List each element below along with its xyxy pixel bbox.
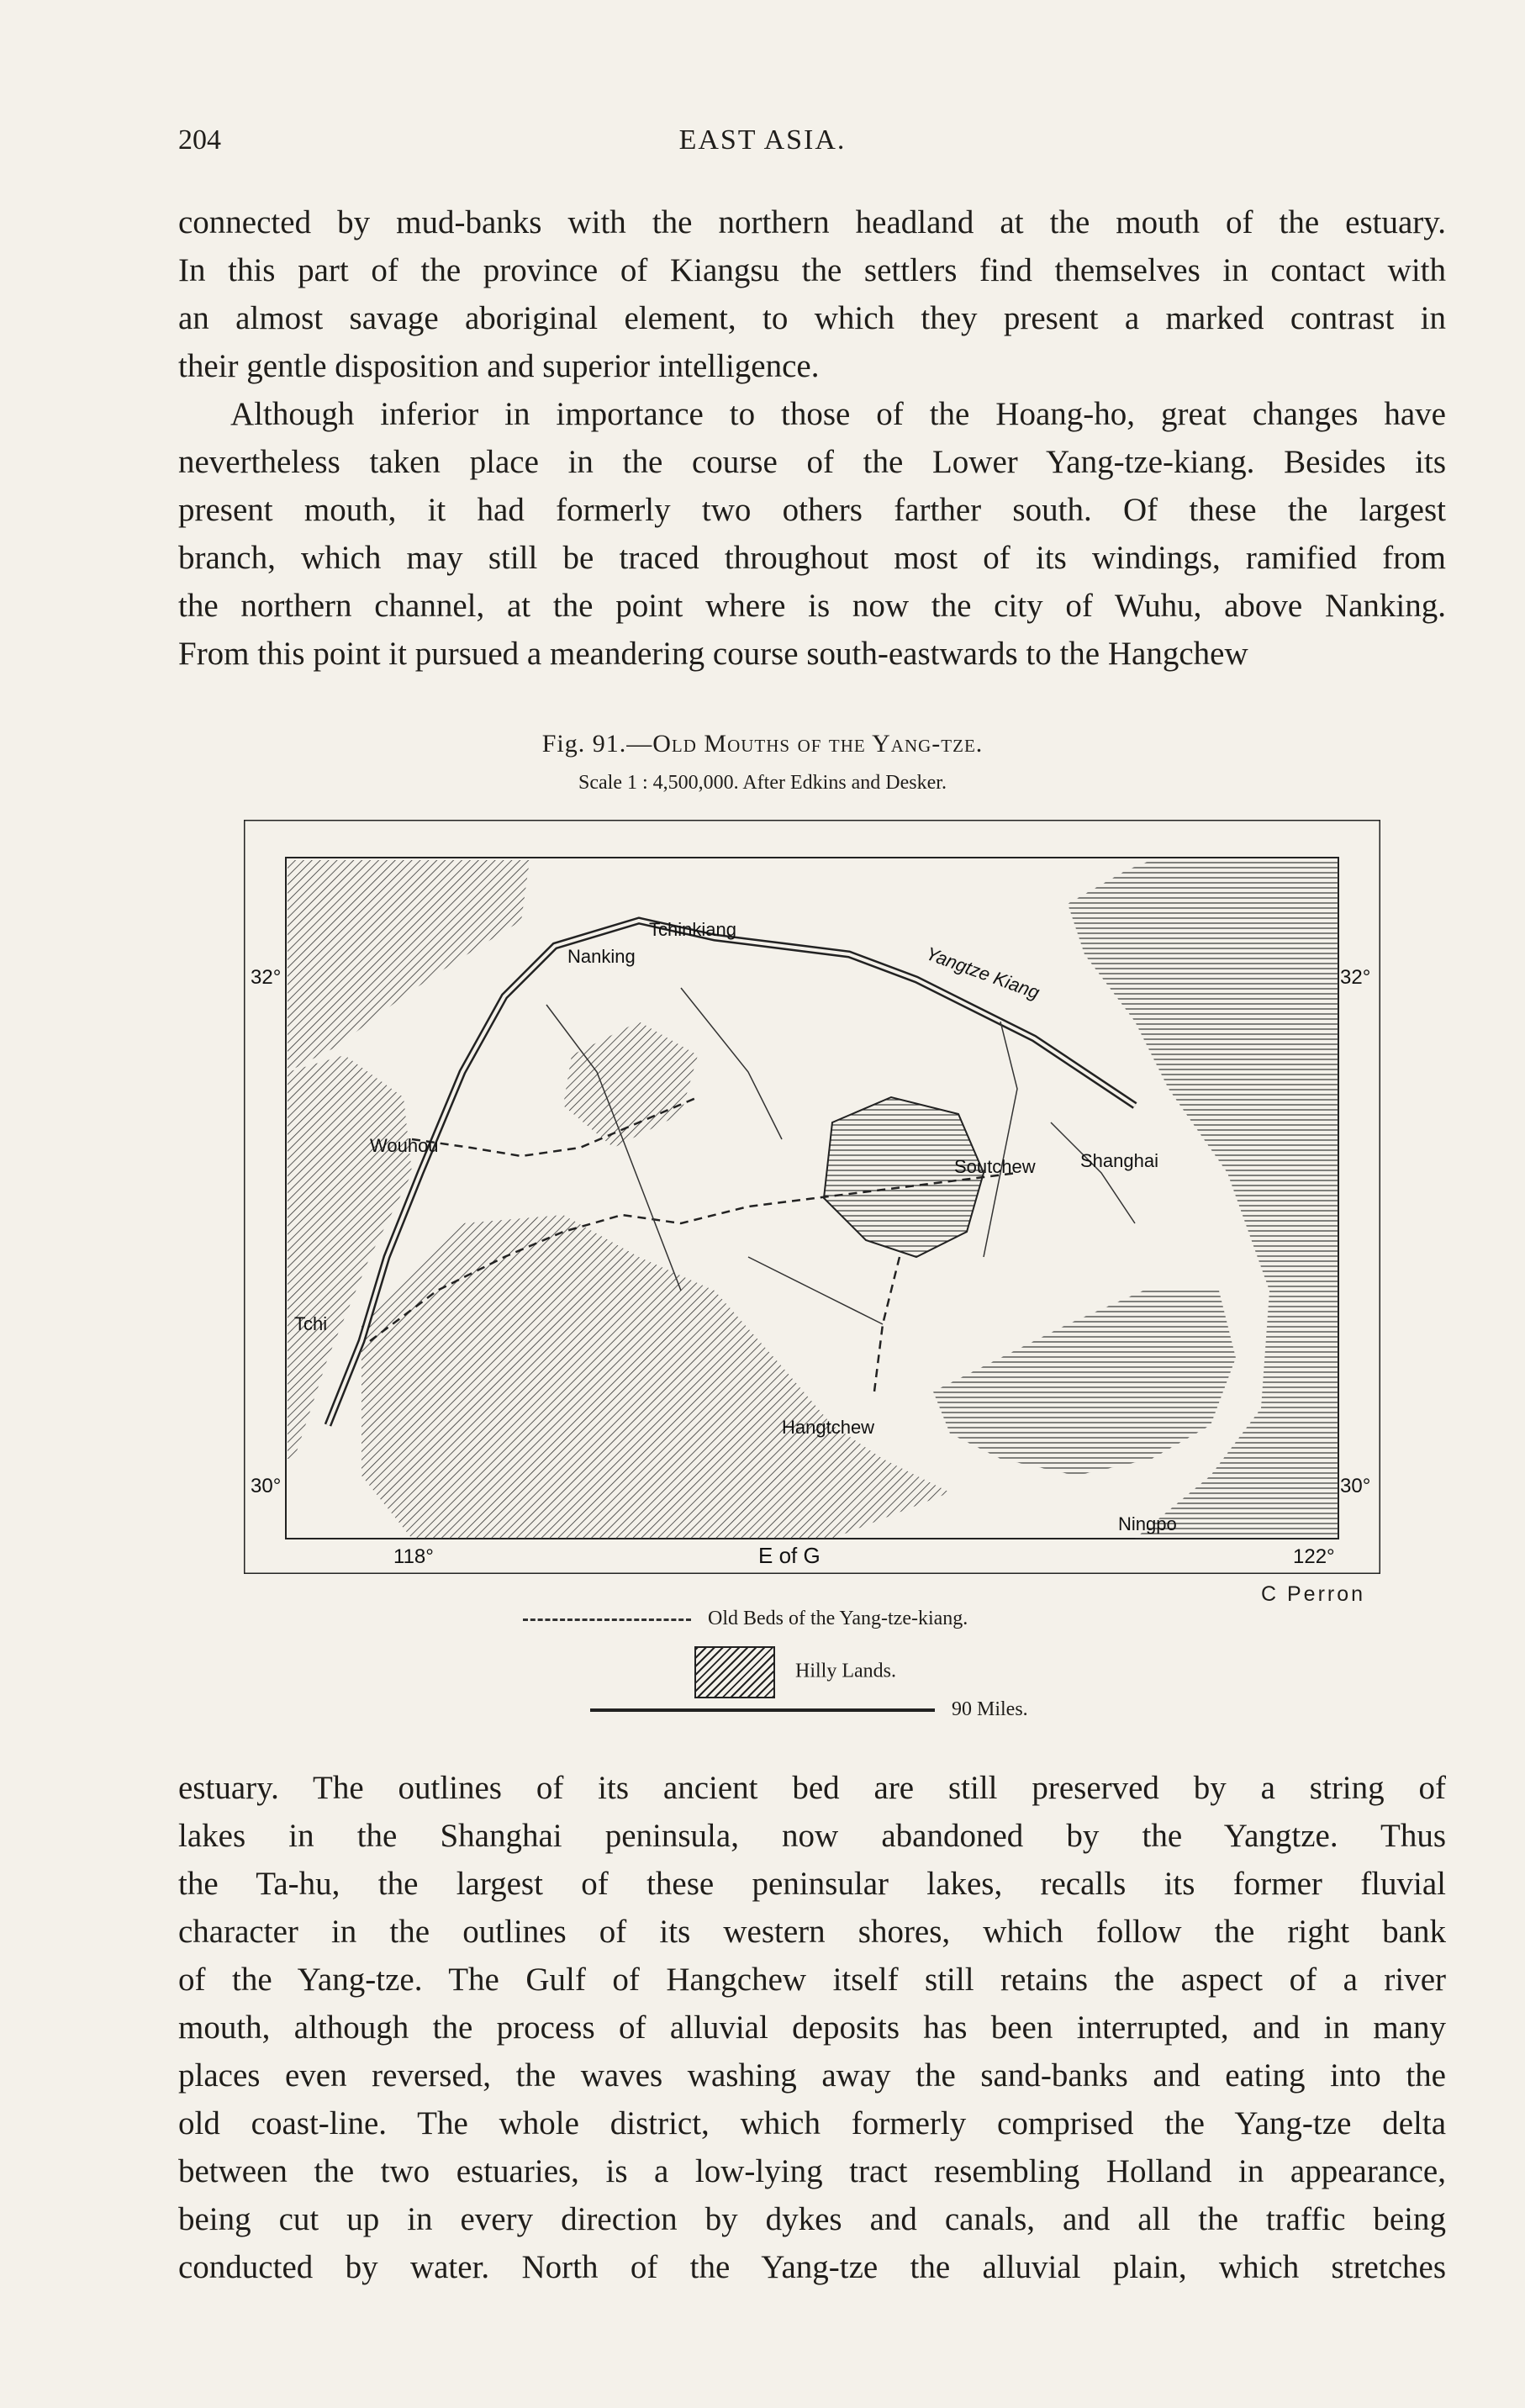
text-line: places even reversed, the waves washing away the sand-banks and eating into the bbox=[178, 2057, 1446, 2094]
text-line: being cut up in every direction by dykes and canals, and all the traffic being bbox=[178, 2201, 1446, 2237]
legend-old-beds bbox=[523, 1608, 968, 1630]
text-line: of the Yang-tze. The Gulf of Hangchew itself still retains the aspect of a river bbox=[178, 1962, 1446, 1998]
engraver-credit: C Perron bbox=[1261, 1582, 1366, 1606]
text-line: mouth, although the process of alluvial deposits has been interrupted, and in many bbox=[178, 2009, 1446, 2046]
latitude-label-32-left: 32° bbox=[251, 966, 282, 989]
paragraph-3 bbox=[178, 1764, 1446, 2291]
scale-bar bbox=[590, 1708, 935, 1712]
map-label-ningpo: Ningpo bbox=[1118, 1513, 1177, 1534]
text-line: present mouth, it had formerly two others farther south. Of these the largest bbox=[178, 492, 1446, 528]
text-line: their gentle disposition and superior intelligence. bbox=[178, 348, 820, 384]
latitude-label-30-right: 30° bbox=[1340, 1475, 1371, 1497]
legend-hilly-lands bbox=[694, 1646, 896, 1698]
running-title: EAST ASIA. bbox=[678, 124, 847, 156]
map-label-shanghai: Shanghai bbox=[1080, 1150, 1158, 1171]
text-line: nevertheless taken place in the course of the Lower Yang-tze-kiang. Besides its bbox=[178, 444, 1446, 480]
text-line: branch, which may still be traced throughout most of its windings, ramified from bbox=[178, 540, 1446, 576]
map-figure bbox=[244, 820, 1380, 1574]
text-line: estuary. The outlines of its ancient bed are still preserved by a string of bbox=[178, 1770, 1446, 1806]
text-line: From this point it pursued a meandering course south-eastwards to the Hangchew bbox=[178, 636, 1248, 672]
map-label-tchi: Tchi bbox=[294, 1313, 328, 1334]
map-label-yangtze-kiang: Yangtze Kiang bbox=[923, 943, 1042, 1004]
text-line: an almost savage aboriginal element, to which they present a marked contrast in bbox=[178, 300, 1446, 336]
text-line: Although inferior in importance to those of the Hoang-ho, great changes have bbox=[230, 396, 1446, 432]
paragraph-2 bbox=[178, 390, 1446, 678]
legend-old-beds-label: Old Beds of the Yang-tze-kiang. bbox=[708, 1608, 968, 1629]
figure-title bbox=[0, 730, 1525, 758]
map-label-soutchew: Soutchew bbox=[954, 1156, 1036, 1177]
text-line: connected by mud-banks with the northern headland at the mouth of the estuary. bbox=[178, 204, 1446, 240]
text-line: old coast-line. The whole district, which formerly comprised the Yang-tze delta bbox=[178, 2105, 1446, 2141]
latitude-label-32-right: 32° bbox=[1340, 966, 1371, 989]
page-number: 204 bbox=[178, 124, 221, 156]
legend-miles-label: 90 Miles. bbox=[952, 1698, 1028, 1720]
text-line: conducted by water. North of the Yang-tze the alluvial plain, which stretches bbox=[178, 2249, 1446, 2285]
legend-dash-symbol bbox=[523, 1619, 691, 1621]
map-label-tchinkiang: Tchinkiang bbox=[649, 919, 736, 940]
map-label-nanking: Nanking bbox=[567, 946, 636, 967]
legend-hatch-swatch bbox=[694, 1646, 775, 1698]
text-line: lakes in the Shanghai peninsula, now abandoned by the Yangtze. Thus bbox=[178, 1818, 1446, 1854]
text-line: between the two estuaries, is a low-lying tract resembling Holland in appearance, bbox=[178, 2153, 1446, 2189]
map-label-wouhou: Wouhou bbox=[370, 1135, 439, 1156]
paragraph-1 bbox=[178, 198, 1446, 390]
figure-caption: Old Mouths of the Yang-tze. bbox=[652, 730, 984, 758]
figure-number: Fig. 91.— bbox=[541, 730, 653, 758]
map-label-hangtchew: Hangtchew bbox=[782, 1417, 875, 1438]
latitude-label-30-left: 30° bbox=[251, 1475, 282, 1497]
text-line: the Ta-hu, the largest of these peninsular lakes, recalls its former fluvial bbox=[178, 1866, 1446, 1902]
figure-scale: Scale 1 : 4,500,000. After Edkins and Desker. bbox=[578, 772, 947, 794]
text-line: the northern channel, at the point where is now the city of Wuhu, above Nanking. bbox=[178, 588, 1446, 624]
text-line: character in the outlines of its western shores, which follow the right bank bbox=[178, 1914, 1446, 1950]
longitude-reference: E of G bbox=[758, 1543, 821, 1568]
longitude-label-122: 122° bbox=[1293, 1545, 1335, 1568]
legend-hilly-label: Hilly Lands. bbox=[795, 1660, 896, 1682]
longitude-label-118: 118° bbox=[393, 1545, 434, 1568]
legend-scale-bar bbox=[590, 1698, 1028, 1721]
text-line: In this part of the province of Kiangsu the settlers find themselves in contact with bbox=[178, 252, 1446, 288]
